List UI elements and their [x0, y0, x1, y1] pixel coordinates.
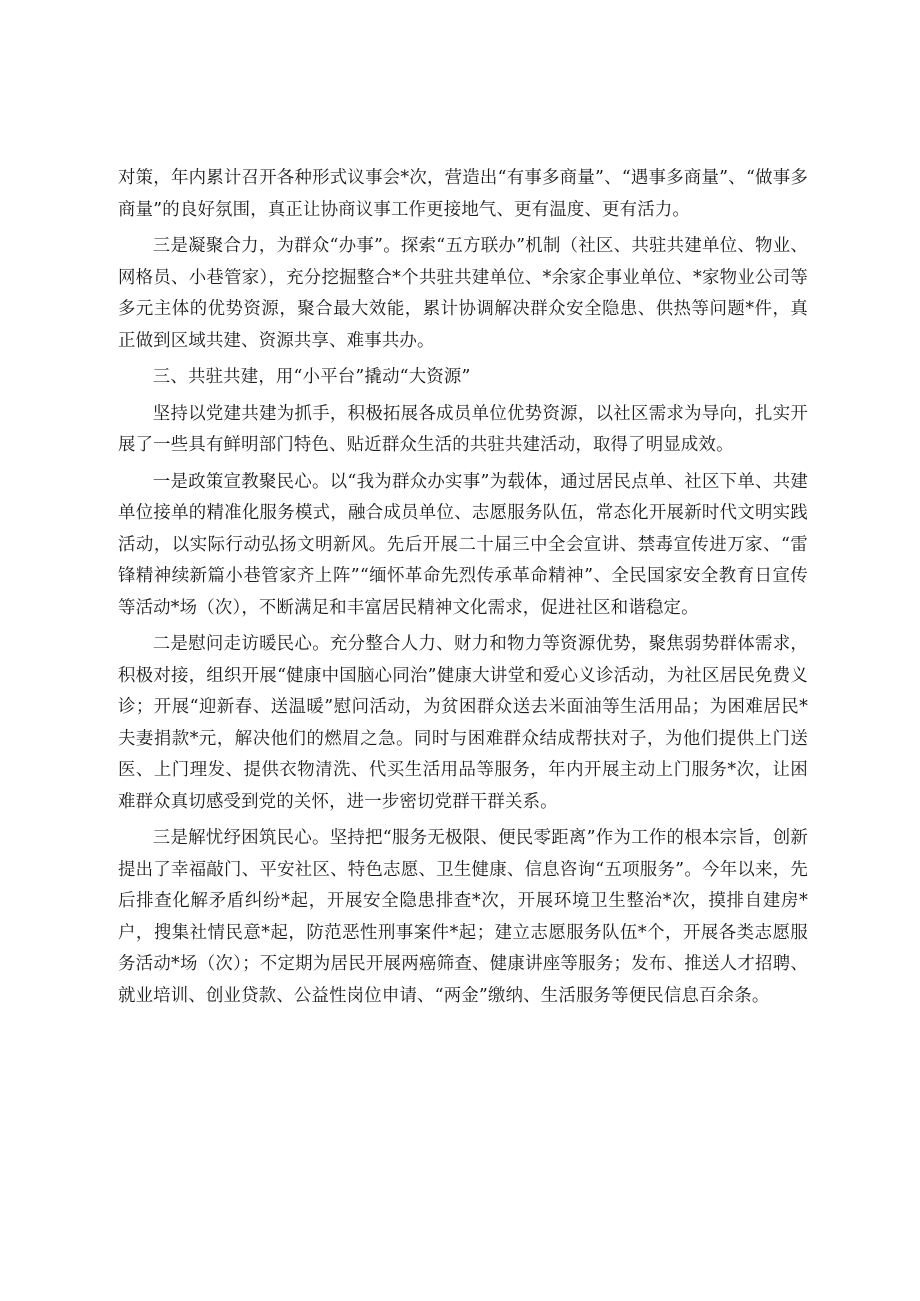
- paragraph-relief-services: 三是解忧纾困筑民心。坚持把“服务无极限、便民零距离”作为工作的根本宗旨，创新提出了幸福敲门、平安社区、特色志愿、卫生健康、信息咨询“五项服务”。今年以来，先后排查化解矛盾纠纷*起，开展安全隐患排查*次，开展环境卫生整治*次，摸排自建房*户，搜集社情民意*起，防范恶性刑事案件*起；建立志愿服务队伍*个，开展各类志愿服务活动*场（次）；不定期为居民开展两癌筛查、健康讲座等服务；发布、推送人才招聘、就业培训、创业贷款、公益性岗位申请、“两金”缴纳、生活服务等便民信息百余条。: [118, 828, 808, 1006]
- section-heading-three: 三、共驻共建，用“小平台”撬动“大资源”: [152, 367, 471, 387]
- paragraph-policy-education: 一是政策宣教聚民心。以“我为群众办实事”为载体，通过居民点单、社区下单、共建单位接单的精准化服务模式，融合成员单位、志愿服务队伍，常态化开展新时代文明实践活动，以实际行动弘扬文明新风。先后开展二十届三中全会宣讲、禁毒宣传进万家、“雷锋精神续新篇小巷管家齐上阵”“缅怀革命先烈传承革命精神”、全民国家安全教育日宣传等活动*场（次），不断满足和丰富居民精神文化需求，促进社区和谐稳定。: [118, 471, 808, 618]
- paragraph-gather-strength: 三是凝聚合力，为群众“办事”。探索“五方联办”机制（社区、共驻共建单位、物业、网格员、小巷管家），充分挖掘整合*个共驻共建单位、*余家企事业单位、*家物业公司等多元主体的优势资源，聚合最大效能，累计协调解决群众安全隐患、供热等问题*件，真正做到区域共建、资源共享、难事共办。: [118, 236, 808, 351]
- paragraph-section-intro: 坚持以党建共建为抓手，积极拓展各成员单位优势资源，以社区需求为导向，扎实开展了一些具有鲜明部门特色、贴近群众生活的共驻共建活动，取得了明显成效。: [118, 403, 808, 455]
- document-body: [118, 163, 808, 1012]
- paragraph-continuation: 对策，年内累计召开各种形式议事会*次，营造出“有事多商量”、“遇事多商量”、“做事多商量”的良好氛围，真正让协商议事工作更接地气、更有温度、更有活力。: [118, 168, 808, 220]
- paragraph-visits-care: 二是慰问走访暖民心。充分整合人力、财力和物力等资源优势，聚焦弱势群体需求，积极对接，组织开展“健康中国脑心同治”健康大讲堂和爱心义诊活动，为社区居民免费义诊；开展“迎新春、送温暖”慰问活动，为贫困群众送去米面油等生活用品；为困难居民*夫妻捐款*元，解决他们的燃眉之急。同时与困难群众结成帮扶对子，为他们提供上门送医、上门理发、提供衣物清洗、代买生活用品等服务，年内开展主动上门服务*次，让困难群众真切感受到党的关怀，进一步密切党群干群关系。: [118, 634, 808, 812]
